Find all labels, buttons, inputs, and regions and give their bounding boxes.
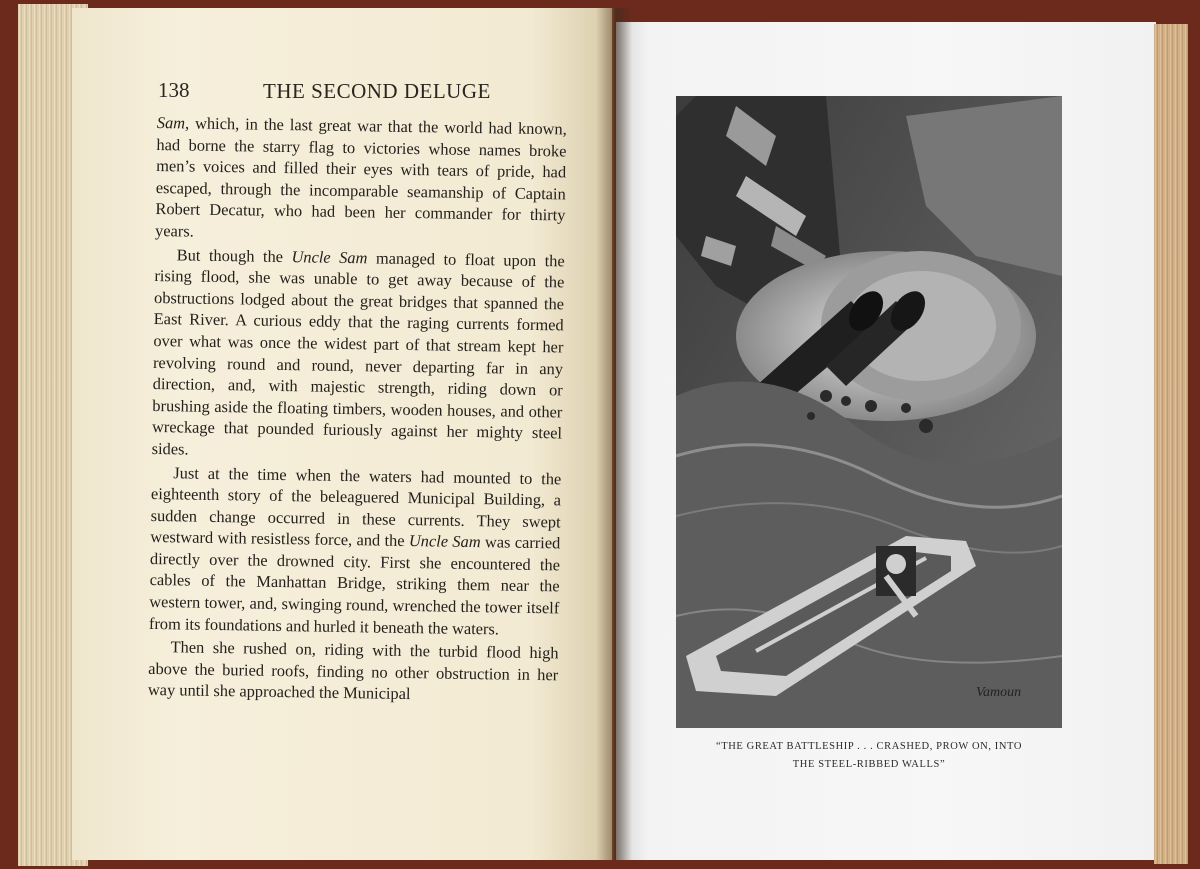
illustration-signature: Vamoun: [976, 685, 1022, 700]
illustration-caption: [676, 738, 1062, 774]
paragraph: [149, 461, 562, 640]
text-run: which, in the last great war that the world had known, had borne the starry flag to victories whose names broke men’s voices and filled their eyes with tears of pride, had escaped, through the incomparable seamanship of Captain Robert Decatur, who had been her commander for thirty years.: [154, 113, 567, 241]
page-number: 138: [158, 78, 190, 102]
text-run: Then she rushed on, riding with the turbid flood high above the buried roofs, finding no other obstruction in her way until she approached the Municipal: [147, 637, 559, 704]
paragraph: [155, 112, 567, 248]
body-text: [148, 112, 567, 707]
italic-text: Sam,: [156, 112, 190, 133]
paragraph: [152, 244, 565, 466]
paragraph: [148, 636, 559, 707]
text-run: But though the: [176, 244, 292, 266]
right-page-edges: [1154, 24, 1188, 864]
battleship-in-flood-illustration: [676, 96, 1062, 728]
text-run: managed to float upon the rising flood, she was unable to get away because of the obstructions lodged about the great bridges that spanned the East River. A curious eddy that the raging currents formed over what was once the widest part of that stream kept her revolving round and round, never departing far in any direction, and, with majestic strength, riding down or brushing aside the floating timbers, wooden houses, and other wreckage that pounded furiously against her mighty steel sides.: [151, 247, 565, 459]
text-run: was carried directly over the drowned city. First she encountered the cables of the Manhattan Bridge, striking them near the western tower, and, swinging round, wrenched the tower itself from its foundations and hurled it beneath the waters.: [148, 532, 561, 639]
caption-line-1: “THE GREAT BATTLESHIP . . . CRASHED, PROW ON, INTO: [715, 741, 1023, 752]
italic-text: Uncle Sam: [408, 531, 481, 552]
running-head: THE SECOND DELUGE: [263, 79, 491, 103]
caption-line-2: THE STEEL-RIBBED WALLS”: [792, 759, 946, 770]
italic-text: Uncle Sam: [291, 246, 368, 267]
text-run: Just at the time when the waters had mounted to the eighteenth story of the beleaguered Municipal Building, a sudden change occurred in these currents. They swept westward with resistless force, and the: [150, 462, 562, 551]
page-header: [150, 78, 570, 108]
book-gutter: [596, 8, 632, 860]
